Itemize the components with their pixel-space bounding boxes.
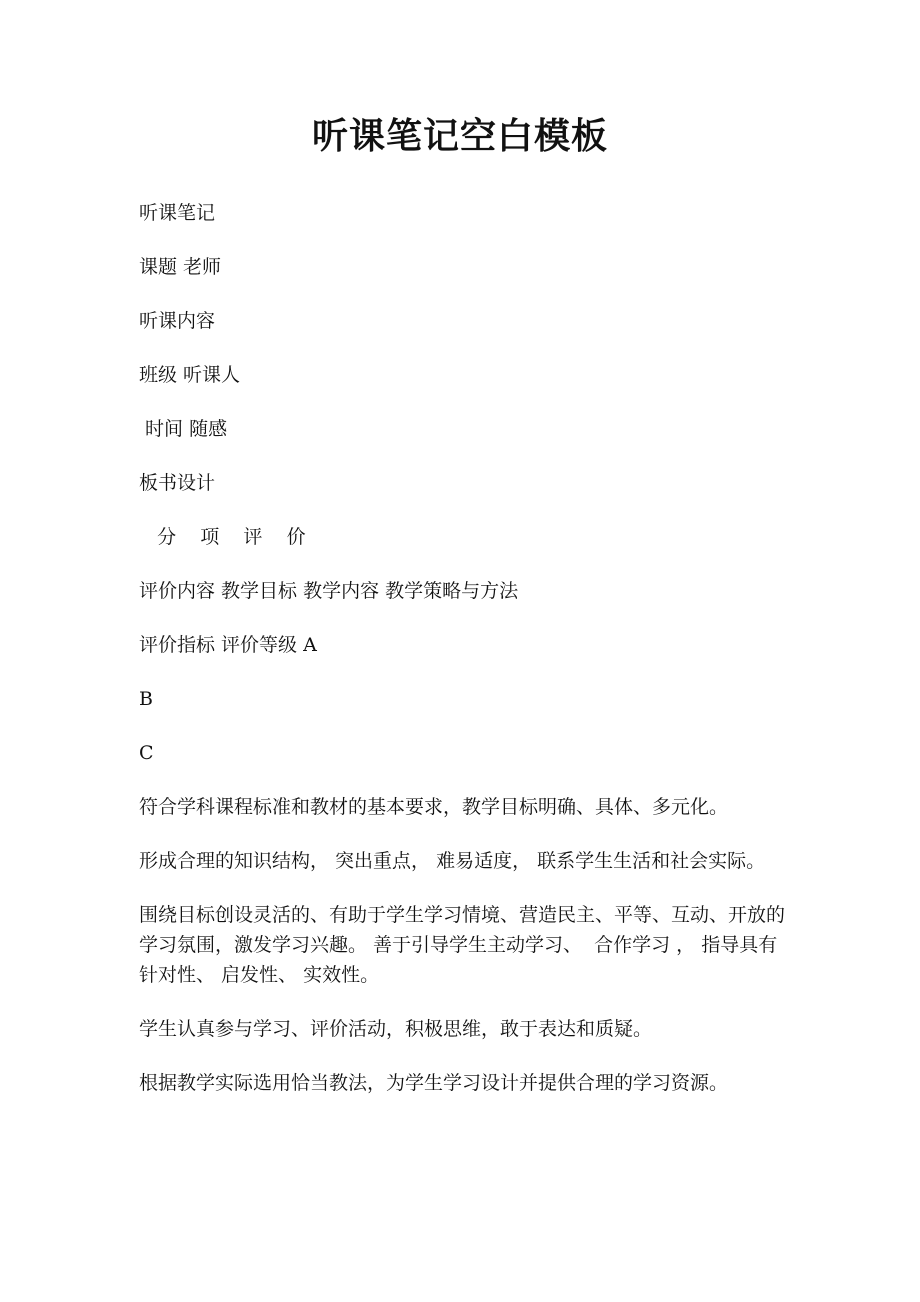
- text-line-grade-c: C: [139, 742, 154, 764]
- text-paragraph-student-participation: 学生认真参与学习、评价活动，积极思维，敢于表达和质疑。: [139, 1018, 653, 1040]
- text-line-board-design: 板书设计: [139, 472, 216, 494]
- text-line-time-reflection: 时间 随感: [139, 418, 228, 440]
- text-paragraph-objectives: 符合学科课程标准和教材的基本要求，教学目标明确、具体、多元化。: [139, 796, 729, 818]
- text-line-lesson-content: 听课内容: [139, 310, 216, 332]
- document-body: [139, 198, 789, 1098]
- text-line-evaluation-content: 评价内容 教学目标 教学内容 教学策略与方法: [139, 580, 519, 602]
- text-line-evaluation-indicator: 评价指标 评价等级 A: [139, 634, 317, 656]
- text-paragraph-learning-atmosphere: 围绕目标创设灵活的、有助于学生学习情境、营造民主、平等、互动、开放的学习氛围，激发学习兴趣。 善于引导学生主动学习、 合作学习 ， 指导具有针对性、 启发性、 实效性。: [139, 904, 786, 986]
- document-title: 听课笔记空白模板: [311, 115, 608, 157]
- text-line-topic-teacher: 课题 老师: [139, 256, 222, 278]
- text-line-grade-b: B: [139, 688, 153, 710]
- text-paragraph-knowledge-structure: 形成合理的知识结构， 突出重点， 难易适度， 联系学生生活和社会实际。: [139, 850, 766, 872]
- text-line-class-listener: 班级 听课人: [139, 364, 241, 386]
- text-paragraph-teaching-methods: 根据教学实际选用恰当教法，为学生学习设计并提供合理的学习资源。: [139, 1072, 729, 1094]
- text-line-notes-heading: 听课笔记: [139, 202, 216, 224]
- text-line-item-evaluation-header: 分 项 评 价: [139, 526, 306, 548]
